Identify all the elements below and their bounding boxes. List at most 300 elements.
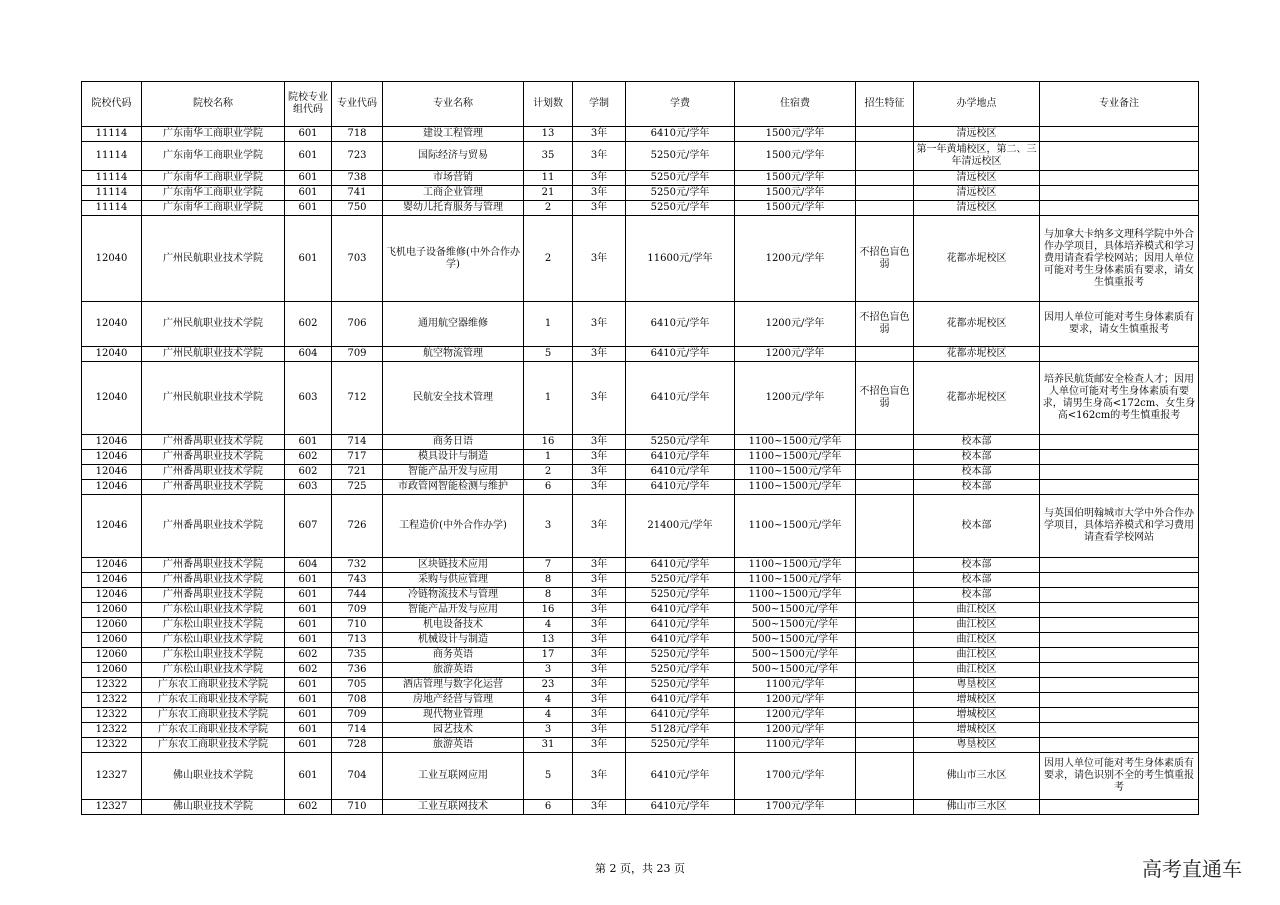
table-cell: 1100元/学年 xyxy=(735,678,856,693)
table-cell: 3年 xyxy=(573,723,626,738)
table-cell xyxy=(856,558,914,573)
table-cell: 1 xyxy=(524,450,573,465)
table-cell xyxy=(1040,201,1199,216)
table-cell: 5250元/学年 xyxy=(626,171,735,186)
table-cell: 11114 xyxy=(82,171,142,186)
table-cell: 6410元/学年 xyxy=(626,480,735,495)
table-cell: 602 xyxy=(285,302,332,347)
table-cell: 花都赤坭校区 xyxy=(914,362,1040,435)
table-cell xyxy=(1040,738,1199,753)
table-cell: 750 xyxy=(332,201,383,216)
table-cell xyxy=(856,480,914,495)
table-cell xyxy=(856,186,914,201)
table-cell: 清远校区 xyxy=(914,127,1040,142)
table-cell xyxy=(856,633,914,648)
table-cell xyxy=(856,127,914,142)
table-cell: 1500元/学年 xyxy=(735,171,856,186)
table-cell: 3年 xyxy=(573,362,626,435)
table-cell: 建设工程管理 xyxy=(383,127,524,142)
table-cell: 601 xyxy=(285,186,332,201)
table-cell: 17 xyxy=(524,648,573,663)
table-cell: 校本部 xyxy=(914,450,1040,465)
table-cell xyxy=(856,171,914,186)
table-cell: 3年 xyxy=(573,603,626,618)
table-cell xyxy=(1040,171,1199,186)
table-cell: 广东农工商职业技术学院 xyxy=(142,738,285,753)
table-cell: 曲江校区 xyxy=(914,648,1040,663)
table-cell: 2 xyxy=(524,465,573,480)
table-cell: 602 xyxy=(285,800,332,815)
table-cell: 广州番禺职业技术学院 xyxy=(142,558,285,573)
table-cell xyxy=(856,693,914,708)
table-cell: 校本部 xyxy=(914,435,1040,450)
table-cell xyxy=(856,708,914,723)
table-cell: 6 xyxy=(524,800,573,815)
table-cell: 工程造价(中外合作办学) xyxy=(383,495,524,558)
table-cell: 601 xyxy=(285,573,332,588)
table-cell: 6410元/学年 xyxy=(626,708,735,723)
table-cell: 飞机电子设备维修(中外合作办学) xyxy=(383,216,524,302)
table-cell: 工商企业管理 xyxy=(383,186,524,201)
table-row xyxy=(82,302,1199,347)
table-cell: 602 xyxy=(285,648,332,663)
table-cell: 广东农工商职业技术学院 xyxy=(142,708,285,723)
table-row xyxy=(82,573,1199,588)
table-cell: 6410元/学年 xyxy=(626,347,735,362)
table-cell: 增城校区 xyxy=(914,693,1040,708)
table-cell: 12046 xyxy=(82,588,142,603)
table-row xyxy=(82,663,1199,678)
table-cell: 721 xyxy=(332,465,383,480)
table-cell: 601 xyxy=(285,201,332,216)
table-cell: 曲江校区 xyxy=(914,603,1040,618)
table-cell: 广东南华工商职业学院 xyxy=(142,142,285,171)
table-cell: 11114 xyxy=(82,142,142,171)
table-row xyxy=(82,603,1199,618)
table-cell xyxy=(1040,800,1199,815)
table-cell: 3年 xyxy=(573,648,626,663)
table-cell: 12322 xyxy=(82,723,142,738)
table-cell: 1100~1500元/学年 xyxy=(735,495,856,558)
table-cell: 1200元/学年 xyxy=(735,723,856,738)
table-row xyxy=(82,450,1199,465)
table-cell: 5250元/学年 xyxy=(626,201,735,216)
table-cell: 广东农工商职业技术学院 xyxy=(142,678,285,693)
table-cell: 1200元/学年 xyxy=(735,302,856,347)
table-cell: 智能产品开发与应用 xyxy=(383,603,524,618)
table-cell: 广东农工商职业技术学院 xyxy=(142,693,285,708)
table-cell: 3年 xyxy=(573,450,626,465)
table-row xyxy=(82,753,1199,800)
table-cell: 713 xyxy=(332,633,383,648)
table-cell: 603 xyxy=(285,480,332,495)
table-cell: 婴幼儿托育服务与管理 xyxy=(383,201,524,216)
table-cell: 1700元/学年 xyxy=(735,753,856,800)
table-cell: 3年 xyxy=(573,663,626,678)
table-row xyxy=(82,648,1199,663)
column-header: 院校名称 xyxy=(142,82,285,127)
table-cell: 广州番禺职业技术学院 xyxy=(142,573,285,588)
table-cell: 709 xyxy=(332,347,383,362)
table-cell xyxy=(1040,347,1199,362)
table-cell: 清远校区 xyxy=(914,201,1040,216)
table-cell: 广州番禺职业技术学院 xyxy=(142,495,285,558)
page-number: 第 2 页，共 23 页 xyxy=(595,862,685,875)
table-body xyxy=(82,127,1199,815)
table-cell: 冷链物流技术与管理 xyxy=(383,588,524,603)
table-cell: 曲江校区 xyxy=(914,663,1040,678)
table-cell: 花都赤坭校区 xyxy=(914,302,1040,347)
table-cell: 13 xyxy=(524,127,573,142)
table-cell: 3年 xyxy=(573,171,626,186)
table-cell: 广东南华工商职业学院 xyxy=(142,201,285,216)
table-cell: 1 xyxy=(524,362,573,435)
table-cell xyxy=(856,435,914,450)
table-cell: 民航安全技术管理 xyxy=(383,362,524,435)
table-row xyxy=(82,738,1199,753)
table-cell: 3年 xyxy=(573,495,626,558)
table-cell: 6410元/学年 xyxy=(626,558,735,573)
table-cell xyxy=(856,738,914,753)
table-cell: 校本部 xyxy=(914,573,1040,588)
table-cell: 602 xyxy=(285,450,332,465)
table-cell: 601 xyxy=(285,618,332,633)
column-header: 计划数 xyxy=(524,82,573,127)
table-cell: 1200元/学年 xyxy=(735,693,856,708)
table-cell: 12040 xyxy=(82,362,142,435)
table-cell: 12060 xyxy=(82,648,142,663)
table-cell: 8 xyxy=(524,573,573,588)
table-cell: 3年 xyxy=(573,693,626,708)
table-cell: 广州民航职业技术学院 xyxy=(142,216,285,302)
table-cell: 粤垦校区 xyxy=(914,738,1040,753)
table-row xyxy=(82,201,1199,216)
column-header: 学制 xyxy=(573,82,626,127)
column-header: 专业名称 xyxy=(383,82,524,127)
table-cell xyxy=(856,678,914,693)
table-cell xyxy=(1040,663,1199,678)
table-cell: 商务英语 xyxy=(383,648,524,663)
table-cell: 602 xyxy=(285,663,332,678)
table-cell: 601 xyxy=(285,708,332,723)
table-cell: 5250元/学年 xyxy=(626,738,735,753)
table-cell: 3年 xyxy=(573,435,626,450)
table-cell: 726 xyxy=(332,495,383,558)
table-cell: 601 xyxy=(285,127,332,142)
table-row xyxy=(82,708,1199,723)
table-cell xyxy=(856,723,914,738)
table-cell: 738 xyxy=(332,171,383,186)
table-cell: 广东南华工商职业学院 xyxy=(142,171,285,186)
table-cell xyxy=(856,618,914,633)
table-cell: 6410元/学年 xyxy=(626,603,735,618)
table-cell: 21400元/学年 xyxy=(626,495,735,558)
table-cell: 735 xyxy=(332,648,383,663)
table-cell: 12060 xyxy=(82,663,142,678)
table-cell: 12046 xyxy=(82,450,142,465)
table-cell: 3年 xyxy=(573,216,626,302)
table-cell xyxy=(1040,450,1199,465)
table-cell xyxy=(856,753,914,800)
table-cell xyxy=(856,603,914,618)
table-cell: 714 xyxy=(332,435,383,450)
table-row xyxy=(82,186,1199,201)
table-cell: 1200元/学年 xyxy=(735,362,856,435)
table-cell: 31 xyxy=(524,738,573,753)
table-cell: 703 xyxy=(332,216,383,302)
table-cell: 35 xyxy=(524,142,573,171)
column-header: 专业备注 xyxy=(1040,82,1199,127)
table-cell: 采购与供应管理 xyxy=(383,573,524,588)
table-cell: 广州民航职业技术学院 xyxy=(142,362,285,435)
table-cell: 13 xyxy=(524,633,573,648)
table-cell: 曲江校区 xyxy=(914,618,1040,633)
watermark: 高考直通车 xyxy=(1142,857,1242,881)
table-cell: 工业互联网应用 xyxy=(383,753,524,800)
table-cell: 校本部 xyxy=(914,588,1040,603)
table-cell: 1500元/学年 xyxy=(735,127,856,142)
table-cell: 3年 xyxy=(573,480,626,495)
table-cell: 广东松山职业技术学院 xyxy=(142,648,285,663)
table-cell: 5128元/学年 xyxy=(626,723,735,738)
table-cell: 增城校区 xyxy=(914,708,1040,723)
table-cell xyxy=(856,573,914,588)
table-cell: 3年 xyxy=(573,678,626,693)
table-row xyxy=(82,362,1199,435)
table-cell: 601 xyxy=(285,753,332,800)
table-cell xyxy=(1040,618,1199,633)
table-cell xyxy=(1040,142,1199,171)
table-cell: 1500元/学年 xyxy=(735,186,856,201)
table-row xyxy=(82,693,1199,708)
table-cell: 3 xyxy=(524,663,573,678)
table-cell: 3年 xyxy=(573,738,626,753)
table-cell: 清远校区 xyxy=(914,171,1040,186)
table-cell: 12327 xyxy=(82,800,142,815)
table-cell: 732 xyxy=(332,558,383,573)
table-cell: 曲江校区 xyxy=(914,633,1040,648)
table-cell: 佛山职业技术学院 xyxy=(142,800,285,815)
table-cell: 1 xyxy=(524,302,573,347)
table-cell: 广州番禺职业技术学院 xyxy=(142,480,285,495)
table-cell: 11114 xyxy=(82,201,142,216)
table-cell: 不招色盲色弱 xyxy=(856,216,914,302)
table-cell: 607 xyxy=(285,495,332,558)
table-cell: 604 xyxy=(285,347,332,362)
table-cell xyxy=(1040,435,1199,450)
column-header: 院校代码 xyxy=(82,82,142,127)
table-cell: 7 xyxy=(524,558,573,573)
table-cell xyxy=(1040,127,1199,142)
table-cell: 3年 xyxy=(573,347,626,362)
table-cell: 12322 xyxy=(82,693,142,708)
table-cell: 3年 xyxy=(573,465,626,480)
table-cell: 744 xyxy=(332,588,383,603)
table-cell: 3年 xyxy=(573,588,626,603)
table-cell xyxy=(1040,693,1199,708)
table-cell: 智能产品开发与应用 xyxy=(383,465,524,480)
table-row xyxy=(82,495,1199,558)
table-cell: 11 xyxy=(524,171,573,186)
table-cell: 718 xyxy=(332,127,383,142)
table-cell: 广东松山职业技术学院 xyxy=(142,633,285,648)
table-cell: 6410元/学年 xyxy=(626,127,735,142)
table-cell: 706 xyxy=(332,302,383,347)
table-cell: 3年 xyxy=(573,186,626,201)
table-cell xyxy=(856,495,914,558)
table-cell: 1200元/学年 xyxy=(735,347,856,362)
table-cell: 1100~1500元/学年 xyxy=(735,573,856,588)
table-cell: 601 xyxy=(285,693,332,708)
table-cell: 12322 xyxy=(82,708,142,723)
table-cell xyxy=(1040,678,1199,693)
table-cell: 1700元/学年 xyxy=(735,800,856,815)
table-cell: 培养民航货邮安全检查人才；因用人单位可能对考生身体素质有要求，请男生身高<172cm、女生身高<162cm的考生慎重报考 xyxy=(1040,362,1199,435)
table-cell xyxy=(856,201,914,216)
table-cell: 航空物流管理 xyxy=(383,347,524,362)
table-row xyxy=(82,347,1199,362)
table-cell: 市场营销 xyxy=(383,171,524,186)
table-cell: 旅游英语 xyxy=(383,738,524,753)
table-cell: 第一年黄埔校区，第二、三年清远校区 xyxy=(914,142,1040,171)
table-cell: 4 xyxy=(524,708,573,723)
table-cell: 12060 xyxy=(82,618,142,633)
table-cell xyxy=(1040,603,1199,618)
table-cell: 601 xyxy=(285,738,332,753)
table-cell: 4 xyxy=(524,618,573,633)
table-cell: 3 xyxy=(524,495,573,558)
table-cell: 1100~1500元/学年 xyxy=(735,588,856,603)
table-cell: 广东松山职业技术学院 xyxy=(142,618,285,633)
table-cell: 1200元/学年 xyxy=(735,216,856,302)
table-cell: 因用人单位可能对考生身体素质有要求，请色识别不全的考生慎重报考 xyxy=(1040,753,1199,800)
table-cell xyxy=(856,465,914,480)
column-header: 招生特征 xyxy=(856,82,914,127)
table-cell: 增城校区 xyxy=(914,723,1040,738)
table-cell: 5250元/学年 xyxy=(626,573,735,588)
table-cell: 园艺技术 xyxy=(383,723,524,738)
table-cell: 710 xyxy=(332,618,383,633)
table-cell: 500~1500元/学年 xyxy=(735,603,856,618)
table-cell: 广东松山职业技术学院 xyxy=(142,603,285,618)
table-cell: 酒店管理与数字化运营 xyxy=(383,678,524,693)
table-cell: 3年 xyxy=(573,127,626,142)
table-cell: 花都赤坭校区 xyxy=(914,216,1040,302)
table-cell: 5 xyxy=(524,753,573,800)
table-cell: 4 xyxy=(524,693,573,708)
table-cell: 5250元/学年 xyxy=(626,186,735,201)
table-cell: 705 xyxy=(332,678,383,693)
table-cell xyxy=(1040,648,1199,663)
table-cell: 6410元/学年 xyxy=(626,693,735,708)
table-cell: 1100~1500元/学年 xyxy=(735,435,856,450)
table-cell: 6410元/学年 xyxy=(626,800,735,815)
table-cell: 709 xyxy=(332,603,383,618)
table-cell: 1500元/学年 xyxy=(735,201,856,216)
table-cell xyxy=(1040,558,1199,573)
table-cell: 500~1500元/学年 xyxy=(735,618,856,633)
table-cell: 2 xyxy=(524,201,573,216)
table-cell: 714 xyxy=(332,723,383,738)
table-cell: 广东农工商职业技术学院 xyxy=(142,723,285,738)
table-row xyxy=(82,127,1199,142)
table-cell: 736 xyxy=(332,663,383,678)
table-cell xyxy=(1040,723,1199,738)
table-cell: 708 xyxy=(332,693,383,708)
table-cell: 601 xyxy=(285,603,332,618)
table-cell: 因用人单位可能对考生身体素质有要求，请女生慎重报考 xyxy=(1040,302,1199,347)
table-cell: 3年 xyxy=(573,201,626,216)
table-cell: 3年 xyxy=(573,633,626,648)
table-cell: 12327 xyxy=(82,753,142,800)
table-row xyxy=(82,800,1199,815)
table-cell: 6410元/学年 xyxy=(626,450,735,465)
table-row xyxy=(82,558,1199,573)
table-cell: 房地产经营与管理 xyxy=(383,693,524,708)
table-cell: 500~1500元/学年 xyxy=(735,648,856,663)
table-cell: 6410元/学年 xyxy=(626,633,735,648)
table-cell: 3年 xyxy=(573,800,626,815)
table-row xyxy=(82,678,1199,693)
table-cell xyxy=(856,347,914,362)
table-cell: 11114 xyxy=(82,186,142,201)
table-cell: 广州番禺职业技术学院 xyxy=(142,435,285,450)
table-cell: 704 xyxy=(332,753,383,800)
column-header: 办学地点 xyxy=(914,82,1040,127)
table-cell: 728 xyxy=(332,738,383,753)
table-cell: 11600元/学年 xyxy=(626,216,735,302)
table-cell: 校本部 xyxy=(914,495,1040,558)
table-cell: 709 xyxy=(332,708,383,723)
table-cell: 602 xyxy=(285,465,332,480)
table-cell: 723 xyxy=(332,142,383,171)
table-cell xyxy=(856,142,914,171)
table-cell: 601 xyxy=(285,171,332,186)
table-cell: 广东南华工商职业学院 xyxy=(142,186,285,201)
table-cell: 12040 xyxy=(82,216,142,302)
table-cell: 11114 xyxy=(82,127,142,142)
table-cell: 6 xyxy=(524,480,573,495)
admission-plan-table xyxy=(81,81,1199,815)
table-cell: 3 xyxy=(524,723,573,738)
table-row xyxy=(82,588,1199,603)
table-cell xyxy=(1040,480,1199,495)
table-cell xyxy=(856,800,914,815)
table-cell xyxy=(1040,588,1199,603)
column-header: 学费 xyxy=(626,82,735,127)
table-cell: 23 xyxy=(524,678,573,693)
table-cell: 粤垦校区 xyxy=(914,678,1040,693)
table-row xyxy=(82,171,1199,186)
table-cell: 佛山市三水区 xyxy=(914,753,1040,800)
column-header: 住宿费 xyxy=(735,82,856,127)
table-cell: 广州民航职业技术学院 xyxy=(142,302,285,347)
table-cell: 8 xyxy=(524,588,573,603)
table-cell: 603 xyxy=(285,362,332,435)
table-cell: 712 xyxy=(332,362,383,435)
table-cell: 3年 xyxy=(573,558,626,573)
table-cell: 12060 xyxy=(82,633,142,648)
table-cell: 1100~1500元/学年 xyxy=(735,558,856,573)
table-cell: 12322 xyxy=(82,678,142,693)
column-header: 专业代码 xyxy=(332,82,383,127)
table-cell: 12322 xyxy=(82,738,142,753)
table-cell: 1100~1500元/学年 xyxy=(735,480,856,495)
table-cell xyxy=(1040,708,1199,723)
table-cell: 12040 xyxy=(82,347,142,362)
table-cell: 国际经济与贸易 xyxy=(383,142,524,171)
table-cell: 3年 xyxy=(573,573,626,588)
